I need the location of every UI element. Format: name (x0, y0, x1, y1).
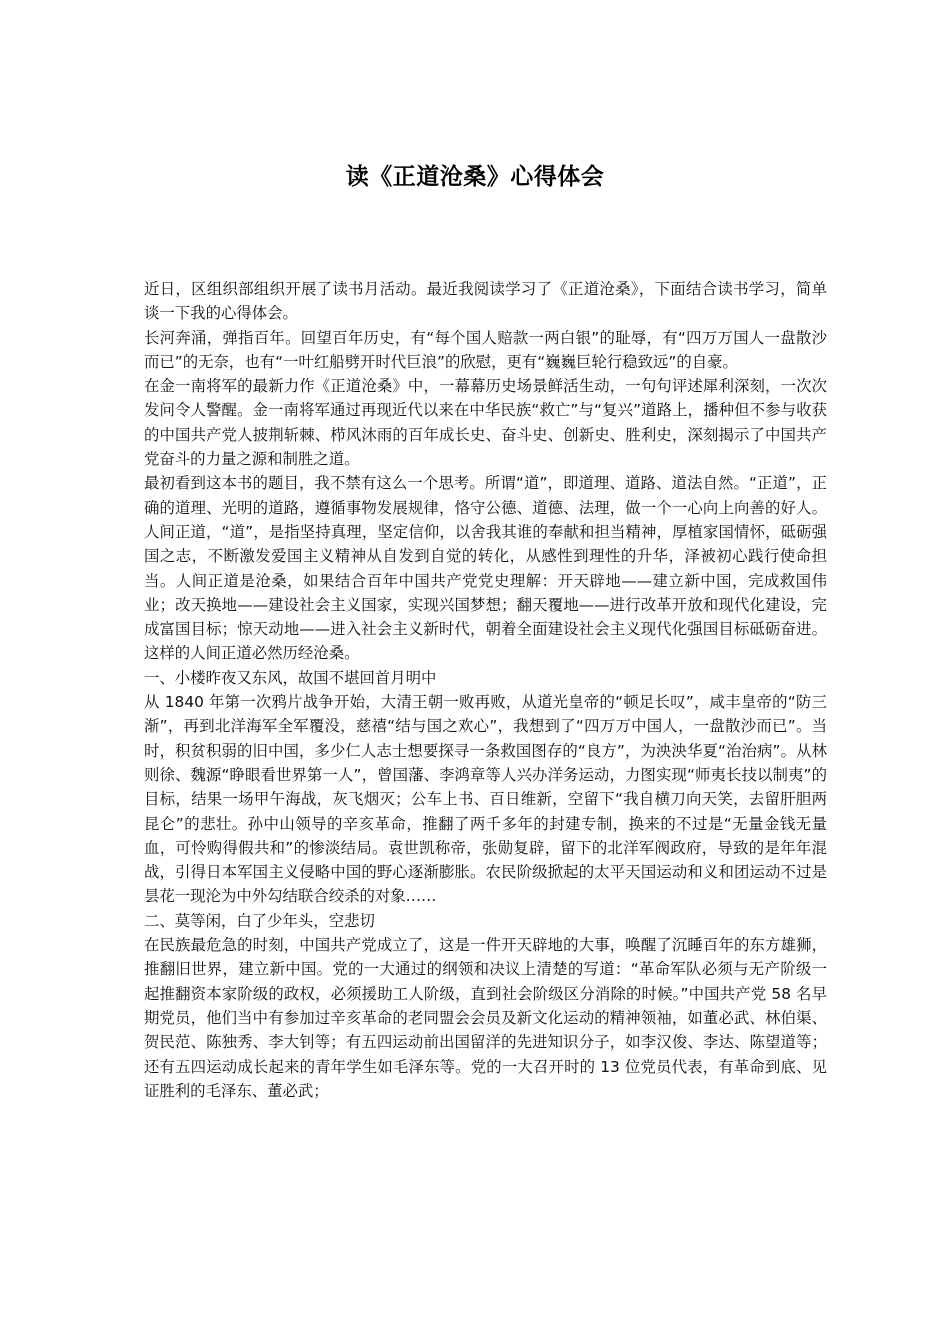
paragraph-intro: 近日，区组织部组织开展了读书月活动。最近我阅读学习了《正道沧桑》，下面结合读书学习，简单谈一下我的心得体会。 (144, 280, 827, 323)
paragraph-section-2: 在民族最危急的时刻，中国共产党成立了，这是一件开天辟地的大事，唤醒了沉睡百年的东方雄狮，推翻旧世界，建立新中国。党的一大通过的纲领和决议上清楚的写道：“革命军队必须与无产阶级一起推翻资本家阶级的政权，必须援助工人阶级，直到社会阶级区分消除的时候。”中国共产党 58 名早期党员，他们当中有参加过辛亥革命的老同盟会会员及新文化运动的精神领袖，如董必武、林伯渠、贺民范、陈独秀、李大钊等；有五四运动前出国留洋的先进知识分子，如李汉俊、李达、陈望道等；还有五四运动成长起来的青年学生如毛泽东等。党的一大召开时的 13 位党员代表，有革命到底、见证胜利的毛泽东、董必武； (144, 936, 827, 1100)
section-heading-1: 一、小楼昨夜又东风，故国不堪回首月明中 (144, 668, 437, 687)
paragraph-history: 长河奔涌，弹指百年。回望百年历史，有“每个国人赔款一两白银”的耻辱，有“四万万国人一盘散沙而已”的无奈，也有“一叶红船劈开时代巨浪”的欣慰，更有“巍巍巨轮行稳致远”的自豪。 (144, 328, 827, 371)
paragraph-section-1: 从 1840 年第一次鸦片战争开始，大清王朝一败再败，从道光皇帝的“顿足长叹”，咸丰皇帝的“防三渐”，再到北洋海军全军覆没，慈禧“结与国之欢心”，我想到了“四万万中国人，一盘散沙而已”。当时，积贫积弱的旧中国，多少仁人志士想要探寻一条救国图存的“良方”，为泱泱华夏“治治病”。从林则徐、魏源“睁眼看世界第一人”，曾国藩、李鸿章等人兴办洋务运动，力图实现“师夷长技以制夷”的目标，结果一场甲午海战，灰飞烟灭；公车上书、百日维新，空留下“我自横刀向天笑，去留肝胆两昆仑”的悲壮。孙中山领导的辛亥革命，推翻了两千多年的封建专制，换来的不过是“无量金钱无量血，可怜购得假共和”的惨淡结局。袁世凯称帝，张勋复辟，留下的北洋军阀政府，导致的是年年混战，引得日本军国主义侵略中国的野心逐渐膨胀。农民阶级掀起的太平天国运动和义和团运动不过是昙花一现沦为中外勾结联合绞杀的对象…… (144, 693, 827, 906)
paragraph-reflection: 最初看到这本书的题目，我不禁有这么一个思考。所谓“道”，即道理、道路、道法自然。“正道”，正确的道理、光明的道路，遵循事物发展规律，恪守公德、道德、法理，做一个一心向上向善的好人。人间正道，“道”，是指坚持真理，坚定信仰，以舍我其谁的奉献和担当精神，厚植家国情怀，砥砺强国之志，不断激发爱国主义精神从自发到自觉的转化，从感性到理性的升华，泽被初心践行使命担当。人间正道是沧桑，如果结合百年中国共产党党史理解：开天辟地——建立新中国，完成救国伟业；改天换地——建设社会主义国家，实现兴国梦想；翻天覆地——进行改革开放和现代化建设，完成富国目标；惊天动地——进入社会主义新时代，朝着全面建设社会主义现代化强国目标砥砺奋进。这样的人间正道必然历经沧桑。 (144, 474, 827, 663)
document-title: 读《正道沧桑》心得体会 (345, 164, 605, 190)
document-body (144, 277, 827, 1103)
paragraph-book: 在金一南将军的最新力作《正道沧桑》中，一幕幕历史场景鲜活生动，一句句评述犀利深刻，一次次发问令人警醒。金一南将军通过再现近代以来在中华民族“救亡”与“复兴”道路上，播种但不参与收获的中国共产党人披荆斩棘、栉风沐雨的百年成长史、奋斗史、创新史、胜利史，深刻揭示了中国共产党奋斗的力量之源和制胜之道。 (144, 377, 827, 469)
section-heading-2: 二、莫等闲，白了少年头，空悲切 (144, 911, 375, 930)
